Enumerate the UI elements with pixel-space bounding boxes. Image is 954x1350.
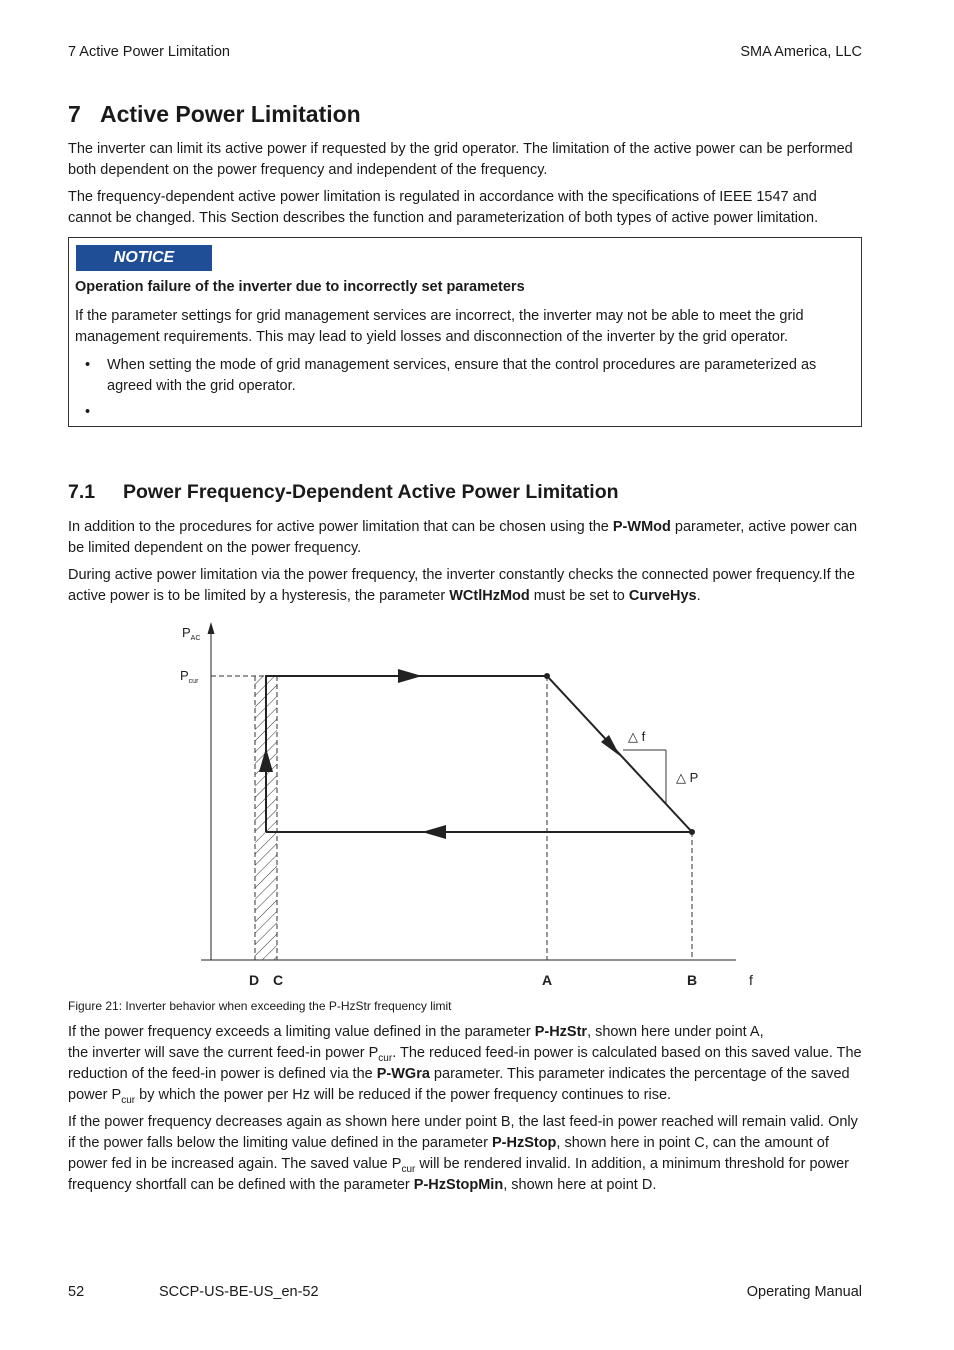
point-c-label: C	[273, 972, 284, 988]
text-run: must be set to	[529, 588, 629, 604]
notice-text: If the parameter settings for grid management services are incorrect, the inverter may not be able to meet the grid management requirements. This may lead to yield losses and disconnection of the inverter by the grid operator.	[75, 308, 804, 345]
figure-caption: Figure 21: Inverter behavior when exceeding the P-HzStr frequency limit	[68, 999, 452, 1013]
notice-badge: NOTICE	[76, 245, 212, 271]
delta-p-label: △ P	[676, 770, 699, 785]
section-paragraph-2: The frequency-dependent active power limitation is regulated in accordance with the specifications of IEEE 1547 and cannot be changed. This Section describes the function and parameterization of both types of active power limitation.	[68, 189, 819, 226]
arrow-right	[398, 669, 422, 683]
delta-f-label: △ f	[628, 729, 646, 744]
param-p-hzstop: P-HzStop	[491, 1135, 557, 1151]
text-run: , shown here under point A,	[587, 1024, 764, 1040]
text-run: parameter. This parameter indicates the percentage of the saved power P	[68, 1066, 850, 1103]
point-a-label: A	[542, 972, 553, 988]
subscript: cur	[378, 1052, 393, 1064]
y-axis-label: $P_{AC}$	[182, 625, 201, 642]
section-paragraph-1: The inverter can limit its active power if requested by the grid operator. The limitation of the active power can be performed both dependent on the power frequency and independent of the frequency.	[68, 141, 853, 178]
subsection-number: 7.1	[68, 481, 96, 503]
paragraph-frequency-decrease	[68, 1112, 862, 1196]
footer-manual-name: Operating Manual	[746, 1284, 862, 1300]
footer-page-number: 52	[68, 1284, 85, 1300]
subsection-title: Power Frequency-Dependent Active Power Limitation	[123, 481, 619, 503]
text-run: If the power frequency decreases again as shown here under point B, the last feed-in power reached will remain valid. Only if the power falls below the limiting value defined in the parameter	[68, 1114, 858, 1151]
bullet-dot: •	[85, 404, 91, 420]
subscript: cur	[121, 1094, 136, 1106]
param-wctlhzmod: WCtlHzMod	[449, 588, 530, 604]
text-run: the inverter will save the current feed-in power P	[68, 1045, 379, 1061]
hysteresis-curve	[266, 676, 692, 832]
x-axis-label: f	[749, 972, 753, 988]
header-company: SMA America, LLC	[740, 44, 862, 60]
bullet-dot: •	[85, 357, 91, 373]
text-run: will be rendered invalid. In addition, a minimum threshold for power frequency shortfall can be defined with the parameter	[68, 1156, 849, 1193]
text-run: by which the power per Hz will be reduced if the power frequency continues to rise.	[135, 1087, 672, 1103]
param-p-hzstr: P-HzStr	[534, 1024, 588, 1040]
point-b-label: B	[687, 972, 698, 988]
subscript: cur	[401, 1163, 416, 1175]
text-run: parameter, active power can be limited dependent on the power frequency.	[68, 519, 858, 556]
arrow-left	[422, 825, 446, 839]
paragraph-pcur-saving	[68, 1022, 862, 1106]
section-number: 7	[68, 101, 81, 127]
value-curvehys: CurveHys	[628, 588, 697, 604]
param-p-wmod: P-WMod	[612, 519, 671, 535]
section-title: Active Power Limitation	[100, 101, 361, 127]
notice-title: Operation failure of the inverter due to incorrectly set parameters	[75, 279, 525, 295]
text-run: . The reduced feed-in power is calculated based on this saved value. The reduction of the feed-in power is defined via the	[68, 1045, 862, 1082]
text-run: .	[696, 588, 701, 604]
header-section-title: 7 Active Power Limitation	[68, 44, 230, 60]
point-b-marker	[689, 829, 695, 835]
y-axis-arrow	[208, 622, 215, 634]
notice-bullet-text-1: When setting the mode of grid management services, ensure that the control procedures are parameterized as agreed with the grid operator.	[107, 357, 817, 394]
footer-doc-id: SCCP-US-BE-US_en-52	[159, 1284, 319, 1300]
text-run: In addition to the procedures for active power limitation that can be chosen using the	[68, 519, 613, 535]
pcur-label: $P_{cur}$	[180, 668, 199, 685]
param-p-wgra: P-WGra	[376, 1066, 430, 1082]
text-run: , shown here at point D.	[503, 1177, 657, 1193]
point-d-label: D	[249, 972, 260, 988]
text-run: During active power limitation via the power frequency, the inverter constantly checks the connected power frequency.If the active power is to be limited by a hysteresis, the parameter	[68, 567, 855, 604]
text-run: If the power frequency exceeds a limiting value defined in the parameter	[68, 1024, 535, 1040]
point-a-marker	[544, 673, 550, 679]
param-p-hzstopmin: P-HzStopMin	[413, 1177, 504, 1193]
text-run: , shown here in point C, can the amount of power fed in be increased again. The saved value P	[68, 1135, 829, 1172]
